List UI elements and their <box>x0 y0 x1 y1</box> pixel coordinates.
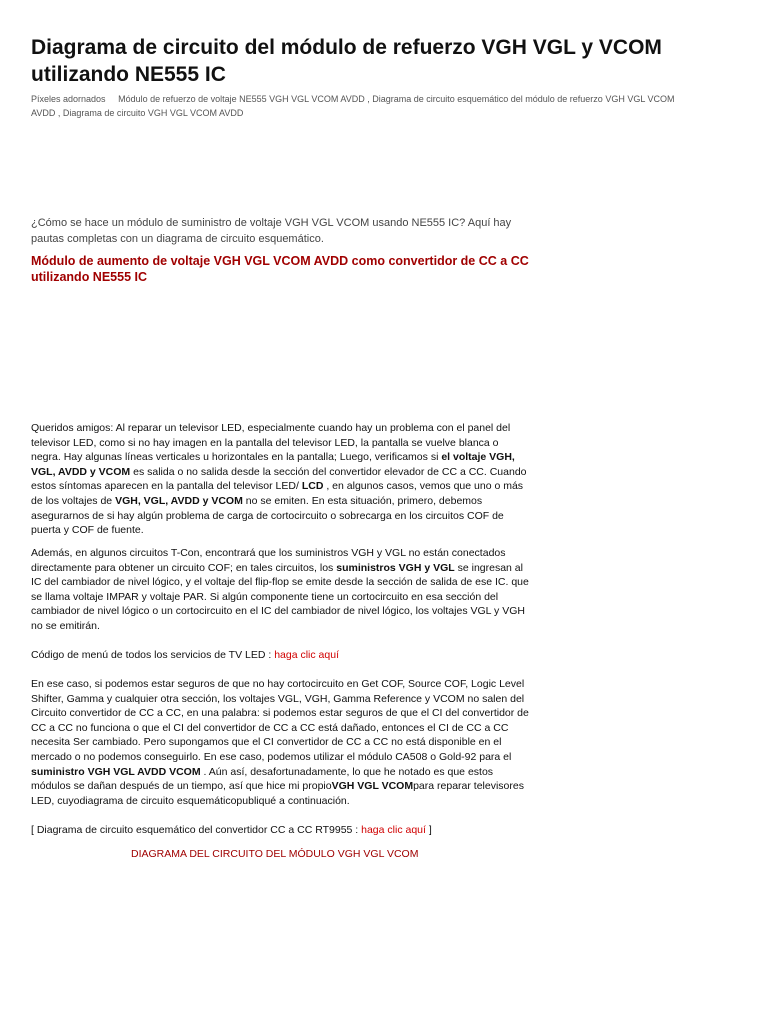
paragraph-text: se ingresan al IC del cambiador de nivel lógico, y el voltaje del flip-flop se emite desde la sección de salida de ese IC. que se llama voltaje IMPAR y voltaje PAR. Si algún componente tiene un cortocircuito en esa sección del cambiador de nivel lógico o un cortocircuito en el IC del cambiador de nivel lógico, los voltajes VGL y VGH no se emitirán. <box>31 561 529 632</box>
article-title: Diagrama de circuito del módulo de refuerzo VGH VGL y VCOM utilizando NE555 IC <box>31 36 662 86</box>
menu-code-link[interactable]: haga clic aquí <box>274 649 339 661</box>
diagram-caption: DIAGRAMA DEL CIRCUITO DEL MÓDULO VGH VGL VCOM <box>131 848 419 860</box>
bold-text: suministro VGH VGL AVDD VCOM <box>31 765 201 778</box>
paragraph-text: no se emiten. En esta situación, primero, debemos asegurarnos de si hay algún problema de carga de cortocircuito o sobrecarga en los circuitos COF de puerta y COF de fuente. <box>31 494 504 537</box>
paragraph-text: para reparar televisores LED, cuyodiagrama de circuito esquemáticopubliqué a continuación. <box>31 780 524 807</box>
menu-code-line <box>31 648 531 663</box>
schematic-link[interactable]: haga clic aquí <box>361 824 426 836</box>
paragraph-text: es salida o no salida desde la sección del convertidor elevador de CC a CC. Cuando estos síntomas aparecen en la pantalla del televisor LED/ <box>31 465 527 493</box>
tag-links[interactable]: Módulo de refuerzo de voltaje NE555 VGH VGL VCOM AVDD , Diagrama de circuito esquemático del módulo de refuerzo VGH VGL VCOM AVDD , Diagrama de circuito VGH VGL VCOM AVDD <box>31 94 675 118</box>
paragraph-text: Queridos amigos: Al reparar un televisor LED, especialmente cuando hay un problema con el panel del televisor LED, como si no hay imagen en la pantalla del televisor LED, la pantalla se vuelve blanca o negra. Hay algunas líneas verticales u horizontales en la pantalla; Luego, verificamos si <box>31 422 511 464</box>
paragraph-text: , en algunos casos, vemos que uno o más de los voltajes de <box>31 480 524 507</box>
bold-text: VGH VGL VCOM <box>331 780 414 793</box>
author-link[interactable]: Píxeles adornados <box>31 94 106 104</box>
bold-text: suministros VGH y VGL <box>336 561 455 574</box>
paragraph-text: . Aún así, desafortunadamente, lo que he notado es que estos módulos se dañan después de un tiempo, así que hice mi propio <box>31 765 494 793</box>
intro-paragraph: ¿Cómo se hace un módulo de suministro de voltaje VGH VGL VCOM usando NE555 IC? Aquí hay pautas completas con un diagrama de circuito esquemático. <box>31 217 512 245</box>
bold-text: el voltaje VGH, VGL, AVDD y VCOM <box>31 451 515 478</box>
paragraph-1 <box>31 421 531 538</box>
menu-code-text: Código de menú de todos los servicios de TV LED : <box>31 649 275 661</box>
article-meta <box>31 92 691 120</box>
section-heading: Módulo de aumento de voltaje VGH VGL VCOM AVDD como convertidor de CC a CC utilizando NE555 IC <box>31 254 529 284</box>
paragraph-text: En ese caso, si podemos estar seguros de que no hay cortocircuito en Get COF, Source COF, Logic Level Shifter, Gamma y cualquier otra sección, los voltajes VGL, VGH, Gamma Reference y VCOM no salen del Circuito convertidor de CC a CC, en una palabra: si podemos estar seguros de que el CI del convertidor de CC a CC no funciona o que el CI del convertidor de CC a CC está dañado, entonces el CI de CC a CC necesita Ser cambiado. Pero supongamos que el CI convertidor de CC a CC no está disponible en el mercado o no podemos conseguirlo. En ese caso, podemos utilizar el módulo CA508 o Gold-92 para el <box>31 678 529 763</box>
bold-text: LCD <box>301 480 324 493</box>
paragraph-text: Además, en algunos circuitos T-Con, encontrará que los suministros VGH y VGL no están conectados directamente para obtener un circuito COF; en tales circuitos, los <box>31 547 506 574</box>
schematic-reference <box>31 823 531 838</box>
bracket-text: [ Diagrama de circuito esquemático del convertidor CC a CC RT9955 : <box>31 824 362 836</box>
bold-text: VGH, VGL, AVDD y VCOM <box>115 494 243 507</box>
paragraph-2 <box>31 546 531 634</box>
bracket-text: ] <box>425 824 432 836</box>
paragraph-4 <box>31 677 531 808</box>
